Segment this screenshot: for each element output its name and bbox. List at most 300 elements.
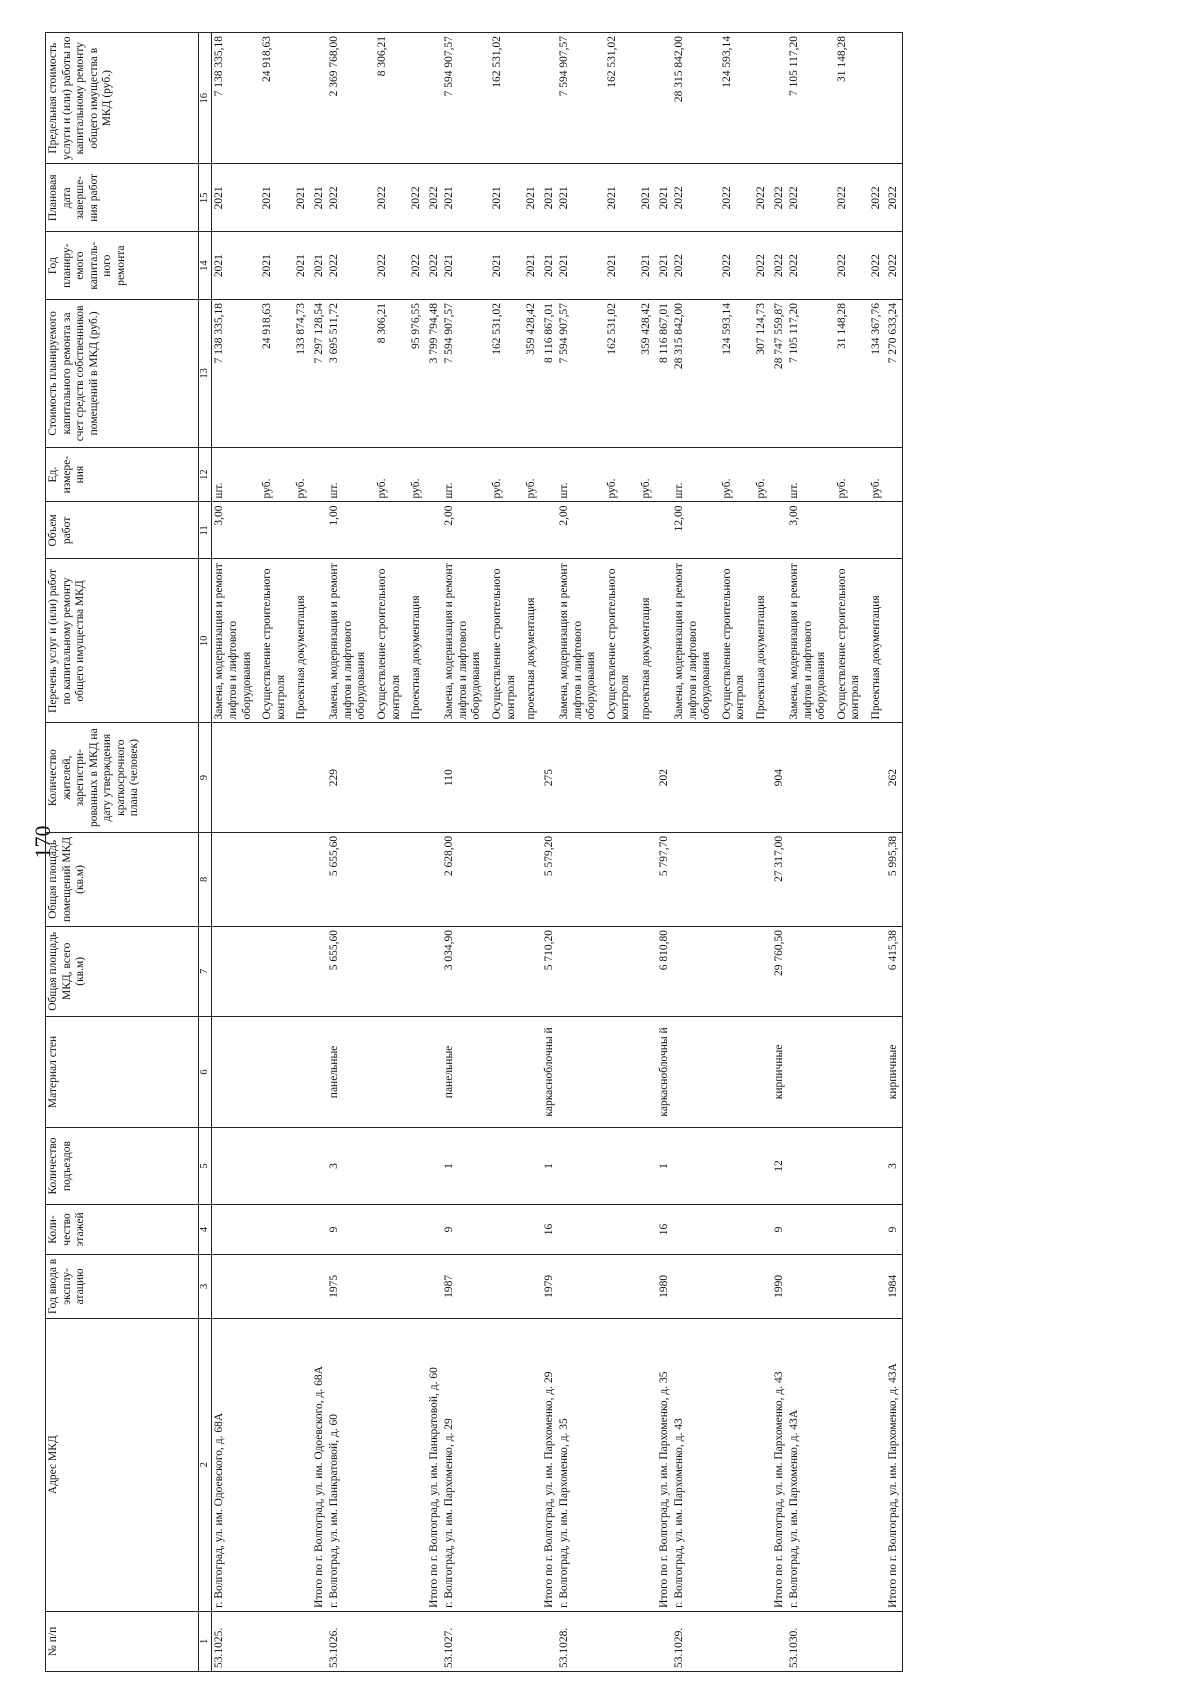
unit-cell — [655, 447, 673, 502]
total-area-cell — [289, 926, 310, 1016]
table-row — [255, 33, 289, 1672]
address-cell — [715, 1318, 749, 1611]
max-cost-cell — [749, 33, 770, 164]
commission-year-cell — [634, 1255, 655, 1318]
address-cell: г. Волгоград, ул. им. Панкратовой, д. 60 — [327, 1318, 370, 1611]
column-number: 16 — [199, 33, 212, 164]
address-cell: г. Волгоград, ул. им. Пархоменко, д. 43 — [672, 1318, 715, 1611]
owner-cost-cell: 24 918,63 — [255, 300, 289, 448]
address-cell: г. Волгоград, ул. им. Одоевского, д. 68А — [212, 1318, 255, 1611]
row-number-cell — [749, 1611, 770, 1671]
floors-cell — [557, 1204, 600, 1254]
max-cost-cell: 7 594 907,57 — [557, 33, 600, 164]
header-cell: Стоимость планируемого капитального ремонта за счет средств собственников помещений в МКД (руб.) — [46, 300, 199, 448]
max-cost-cell: 2 369 768,00 — [327, 33, 370, 164]
total-area-cell — [864, 926, 885, 1016]
entrances-cell — [370, 1128, 404, 1205]
table-row — [672, 33, 715, 1672]
residents-cell: 202 — [655, 723, 673, 832]
unit-cell: руб. — [255, 447, 289, 502]
floors-cell — [864, 1204, 885, 1254]
entrances-cell — [404, 1128, 425, 1205]
table-row — [864, 33, 885, 1672]
owner-cost-cell: 124 593,14 — [715, 300, 749, 448]
total-area-cell — [212, 926, 255, 1016]
premises-area-cell — [310, 832, 328, 926]
total-area-cell — [310, 926, 328, 1016]
owner-cost-cell: 3 695 511,72 — [327, 300, 370, 448]
wall-material-cell — [715, 1016, 749, 1128]
floors-cell — [749, 1204, 770, 1254]
address-cell: г. Волгоград, ул. им. Пархоменко, д. 35 — [557, 1318, 600, 1611]
completion-date-cell: 2021 — [289, 164, 310, 232]
address-cell — [370, 1318, 404, 1611]
wall-material-cell — [864, 1016, 885, 1128]
address-cell — [634, 1318, 655, 1611]
commission-year-cell — [672, 1255, 715, 1318]
commission-year-cell — [715, 1255, 749, 1318]
owner-cost-cell: 7 594 907,57 — [557, 300, 600, 448]
premises-area-cell — [830, 832, 864, 926]
repair-year-cell: 2021 — [212, 232, 255, 300]
owner-cost-cell: 162 531,02 — [600, 300, 634, 448]
total-area-cell — [600, 926, 634, 1016]
header-cell: Материал стен — [46, 1016, 199, 1128]
table-row — [600, 33, 634, 1672]
column-number: 14 — [199, 232, 212, 300]
address-cell: Итого по г. Волгоград, ул. им. Одоевского, д. 68А — [310, 1318, 328, 1611]
address-cell — [600, 1318, 634, 1611]
residents-cell — [289, 723, 310, 832]
completion-date-cell: 2022 — [425, 164, 443, 232]
total-area-cell — [519, 926, 540, 1016]
table-row — [557, 33, 600, 1672]
unit-cell: шт. — [327, 447, 370, 502]
column-number: 5 — [199, 1128, 212, 1205]
repair-year-cell: 2022 — [672, 232, 715, 300]
completion-date-cell: 2021 — [655, 164, 673, 232]
premises-area-cell — [519, 832, 540, 926]
work-volume-cell — [749, 502, 770, 559]
owner-cost-cell: 8 116 867,01 — [655, 300, 673, 448]
unit-cell — [884, 447, 902, 502]
total-row — [425, 33, 443, 1672]
address-cell: Итого по г. Волгоград, ул. им. Пархоменко, д. 43А — [884, 1318, 902, 1611]
unit-cell: шт. — [212, 447, 255, 502]
total-area-cell — [485, 926, 519, 1016]
table-row — [289, 33, 310, 1672]
work-volume-cell: 1,00 — [327, 502, 370, 559]
premises-area-cell — [370, 832, 404, 926]
commission-year-cell — [370, 1255, 404, 1318]
wall-material-cell — [672, 1016, 715, 1128]
work-volume-cell — [540, 502, 558, 559]
row-number-cell — [485, 1611, 519, 1671]
commission-year-cell — [519, 1255, 540, 1318]
premises-area-cell — [289, 832, 310, 926]
work-volume-cell — [715, 502, 749, 559]
row-number-cell — [519, 1611, 540, 1671]
entrances-cell: 1 — [655, 1128, 673, 1205]
residents-cell — [212, 723, 255, 832]
max-cost-cell: 28 315 842,00 — [672, 33, 715, 164]
entrances-cell — [787, 1128, 830, 1205]
completion-date-cell: 2022 — [770, 164, 788, 232]
repair-year-cell: 2022 — [327, 232, 370, 300]
premises-area-cell — [715, 832, 749, 926]
floors-cell — [425, 1204, 443, 1254]
unit-cell: руб. — [830, 447, 864, 502]
unit-cell: шт. — [787, 447, 830, 502]
repair-year-cell: 2021 — [442, 232, 485, 300]
max-cost-cell — [864, 33, 885, 164]
wall-material-cell — [289, 1016, 310, 1128]
owner-cost-cell: 7 594 907,57 — [442, 300, 485, 448]
owner-cost-cell: 133 874,73 — [289, 300, 310, 448]
floors-cell — [715, 1204, 749, 1254]
repair-year-cell: 2022 — [404, 232, 425, 300]
column-number: 10 — [199, 559, 212, 723]
repair-year-cell: 2022 — [425, 232, 443, 300]
owner-cost-cell: 7 297 128,54 — [310, 300, 328, 448]
commission-year-cell — [289, 1255, 310, 1318]
row-number-cell — [715, 1611, 749, 1671]
entrances-cell — [255, 1128, 289, 1205]
row-number-cell — [370, 1611, 404, 1671]
entrances-cell — [310, 1128, 328, 1205]
work-type-cell — [310, 559, 328, 723]
floors-cell — [672, 1204, 715, 1254]
residents-cell — [519, 723, 540, 832]
entrances-cell — [212, 1128, 255, 1205]
floors-cell — [634, 1204, 655, 1254]
wall-material-cell: кирпичные — [884, 1016, 902, 1128]
entrances-cell — [557, 1128, 600, 1205]
unit-cell: руб. — [370, 447, 404, 502]
table-row — [404, 33, 425, 1672]
residents-cell — [370, 723, 404, 832]
total-area-cell — [557, 926, 600, 1016]
residents-cell — [787, 723, 830, 832]
max-cost-cell: 124 593,14 — [715, 33, 749, 164]
total-row — [770, 33, 788, 1672]
wall-material-cell — [830, 1016, 864, 1128]
total-area-cell — [255, 926, 289, 1016]
premises-area-cell — [787, 832, 830, 926]
entrances-cell: 1 — [442, 1128, 485, 1205]
row-number-cell — [255, 1611, 289, 1671]
column-number: 7 — [199, 926, 212, 1016]
wall-material-cell — [485, 1016, 519, 1128]
entrances-cell — [715, 1128, 749, 1205]
completion-date-cell: 2021 — [519, 164, 540, 232]
entrances-cell — [485, 1128, 519, 1205]
floors-cell: 16 — [655, 1204, 673, 1254]
premises-area-cell: 5 579,20 — [540, 832, 558, 926]
total-area-cell: 3 034,90 — [442, 926, 485, 1016]
header-cell: Количество подъездов — [46, 1128, 199, 1205]
owner-cost-cell: 3 799 794,48 — [425, 300, 443, 448]
header-cell: Количество жителей, зарегистри-рованных в МКД на дату утверждения краткосрочного плана (человек) — [46, 723, 199, 832]
commission-year-cell — [310, 1255, 328, 1318]
residents-cell — [830, 723, 864, 832]
entrances-cell — [289, 1128, 310, 1205]
total-area-cell: 5 655,60 — [327, 926, 370, 1016]
unit-cell: шт. — [557, 447, 600, 502]
header-cell: Объем работ — [46, 502, 199, 559]
repair-year-cell: 2022 — [715, 232, 749, 300]
unit-cell: руб. — [404, 447, 425, 502]
unit-cell: руб. — [864, 447, 885, 502]
unit-cell — [310, 447, 328, 502]
work-volume-cell — [634, 502, 655, 559]
premises-area-cell: 5 995,38 — [884, 832, 902, 926]
address-cell — [864, 1318, 885, 1611]
premises-area-cell: 27 317,00 — [770, 832, 788, 926]
wall-material-cell: панельные — [442, 1016, 485, 1128]
row-number-cell: 53.1025. — [212, 1611, 255, 1671]
work-volume-cell — [425, 502, 443, 559]
work-type-cell — [884, 559, 902, 723]
work-type-cell: Проектная документация — [749, 559, 770, 723]
owner-cost-cell: 359 428,42 — [634, 300, 655, 448]
work-type-cell: Осуществление строительного контроля — [255, 559, 289, 723]
completion-date-cell: 2021 — [485, 164, 519, 232]
header-cell: Коли-чество этажей — [46, 1204, 199, 1254]
floors-cell — [404, 1204, 425, 1254]
table-row — [327, 33, 370, 1672]
entrances-cell — [425, 1128, 443, 1205]
wall-material-cell: панельные — [327, 1016, 370, 1128]
entrances-cell — [864, 1128, 885, 1205]
address-cell — [289, 1318, 310, 1611]
completion-date-cell: 2022 — [830, 164, 864, 232]
residents-cell — [485, 723, 519, 832]
address-cell — [830, 1318, 864, 1611]
floors-cell — [212, 1204, 255, 1254]
row-number-cell — [655, 1611, 673, 1671]
total-area-cell — [672, 926, 715, 1016]
total-area-cell — [634, 926, 655, 1016]
premises-area-cell — [404, 832, 425, 926]
address-cell: г. Волгоград, ул. им. Пархоменко, д. 43А — [787, 1318, 830, 1611]
column-number: 12 — [199, 447, 212, 502]
table-row — [519, 33, 540, 1672]
unit-cell: руб. — [749, 447, 770, 502]
owner-cost-cell: 359 428,42 — [519, 300, 540, 448]
wall-material-cell — [519, 1016, 540, 1128]
residents-cell: 275 — [540, 723, 558, 832]
work-type-cell: Осуществление строительного контроля — [370, 559, 404, 723]
entrances-cell: 3 — [327, 1128, 370, 1205]
address-cell — [519, 1318, 540, 1611]
row-number-cell — [634, 1611, 655, 1671]
row-number-cell: 53.1028. — [557, 1611, 600, 1671]
completion-date-cell: 2021 — [212, 164, 255, 232]
commission-year-cell — [485, 1255, 519, 1318]
floors-cell — [830, 1204, 864, 1254]
premises-area-cell: 5 655,60 — [327, 832, 370, 926]
total-row — [310, 33, 328, 1672]
repair-year-cell: 2021 — [557, 232, 600, 300]
work-type-cell: Замена, модернизация и ремонт лифтов и лифтового оборудования — [672, 559, 715, 723]
row-number-cell — [425, 1611, 443, 1671]
work-type-cell — [425, 559, 443, 723]
total-area-cell — [749, 926, 770, 1016]
header-cell: Плановая дата заверше-ния работ — [46, 164, 199, 232]
max-cost-cell: 7 138 335,18 — [212, 33, 255, 164]
completion-date-cell: 2022 — [715, 164, 749, 232]
total-area-cell: 6 415,38 — [884, 926, 902, 1016]
wall-material-cell: каркаснoблочны й — [540, 1016, 558, 1128]
wall-material-cell: кирпичные — [770, 1016, 788, 1128]
unit-cell: руб. — [600, 447, 634, 502]
premises-area-cell — [749, 832, 770, 926]
residents-cell — [634, 723, 655, 832]
work-volume-cell — [310, 502, 328, 559]
completion-date-cell: 2021 — [600, 164, 634, 232]
premises-area-cell — [212, 832, 255, 926]
work-type-cell: Замена, модернизация и ремонт лифтов и лифтового оборудования — [327, 559, 370, 723]
address-cell: г. Волгоград, ул. им. Пархоменко, д. 29 — [442, 1318, 485, 1611]
total-area-cell — [830, 926, 864, 1016]
premises-area-cell — [864, 832, 885, 926]
completion-date-cell: 2021 — [255, 164, 289, 232]
total-area-cell — [425, 926, 443, 1016]
max-cost-cell — [634, 33, 655, 164]
work-type-cell — [655, 559, 673, 723]
commission-year-cell: 1984 — [884, 1255, 902, 1318]
residents-cell — [255, 723, 289, 832]
floors-cell — [370, 1204, 404, 1254]
wall-material-cell — [212, 1016, 255, 1128]
unit-cell: шт. — [442, 447, 485, 502]
work-type-cell: Осуществление строительного контроля — [830, 559, 864, 723]
repair-plan-table — [45, 32, 903, 1672]
total-area-cell: 5 710,20 — [540, 926, 558, 1016]
work-type-cell: проектная документация — [634, 559, 655, 723]
max-cost-cell — [540, 33, 558, 164]
column-number: 4 — [199, 1204, 212, 1254]
wall-material-cell: каркаснoблочны й — [655, 1016, 673, 1128]
total-area-cell — [404, 926, 425, 1016]
total-area-cell: 6 810,80 — [655, 926, 673, 1016]
work-volume-cell: 2,00 — [557, 502, 600, 559]
entrances-cell — [519, 1128, 540, 1205]
completion-date-cell: 2021 — [310, 164, 328, 232]
work-type-cell: Замена, модернизация и ремонт лифтов и лифтового оборудования — [212, 559, 255, 723]
work-volume-cell — [830, 502, 864, 559]
completion-date-cell: 2021 — [634, 164, 655, 232]
column-number: 9 — [199, 723, 212, 832]
table-body — [212, 33, 903, 1672]
work-type-cell — [540, 559, 558, 723]
owner-cost-cell: 95 976,55 — [404, 300, 425, 448]
row-number-cell: 53.1027. — [442, 1611, 485, 1671]
max-cost-cell: 162 531,02 — [600, 33, 634, 164]
work-volume-cell — [404, 502, 425, 559]
floors-cell — [485, 1204, 519, 1254]
owner-cost-cell: 28 315 842,00 — [672, 300, 715, 448]
table-header-row — [46, 33, 199, 1672]
repair-year-cell: 2022 — [884, 232, 902, 300]
work-volume-cell: 3,00 — [212, 502, 255, 559]
entrances-cell: 12 — [770, 1128, 788, 1205]
total-row — [655, 33, 673, 1672]
entrances-cell: 3 — [884, 1128, 902, 1205]
floors-cell — [310, 1204, 328, 1254]
column-number-row — [199, 33, 212, 1672]
work-volume-cell: 2,00 — [442, 502, 485, 559]
column-number: 8 — [199, 832, 212, 926]
table-row — [830, 33, 864, 1672]
commission-year-cell — [864, 1255, 885, 1318]
floors-cell: 9 — [327, 1204, 370, 1254]
wall-material-cell — [370, 1016, 404, 1128]
residents-cell — [557, 723, 600, 832]
table-row — [442, 33, 485, 1672]
residents-cell: 229 — [327, 723, 370, 832]
residents-cell — [600, 723, 634, 832]
max-cost-cell — [655, 33, 673, 164]
premises-area-cell — [600, 832, 634, 926]
header-cell: № п/п — [46, 1611, 199, 1671]
premises-area-cell — [485, 832, 519, 926]
max-cost-cell — [404, 33, 425, 164]
completion-date-cell: 2022 — [327, 164, 370, 232]
row-number-cell — [289, 1611, 310, 1671]
residents-cell — [404, 723, 425, 832]
total-area-cell: 29 760,50 — [770, 926, 788, 1016]
repair-year-cell: 2021 — [519, 232, 540, 300]
premises-area-cell — [672, 832, 715, 926]
completion-date-cell: 2021 — [540, 164, 558, 232]
work-volume-cell — [864, 502, 885, 559]
row-number-cell — [540, 1611, 558, 1671]
address-cell: Итого по г. Волгоград, ул. им. Пархоменко, д. 35 — [655, 1318, 673, 1611]
owner-cost-cell: 7 270 633,24 — [884, 300, 902, 448]
unit-cell: руб. — [715, 447, 749, 502]
owner-cost-cell: 307 124,73 — [749, 300, 770, 448]
premises-area-cell — [425, 832, 443, 926]
entrances-cell — [672, 1128, 715, 1205]
floors-cell: 16 — [540, 1204, 558, 1254]
floors-cell — [255, 1204, 289, 1254]
unit-cell: руб. — [485, 447, 519, 502]
premises-area-cell: 2 628,00 — [442, 832, 485, 926]
repair-year-cell: 2021 — [485, 232, 519, 300]
completion-date-cell: 2021 — [557, 164, 600, 232]
row-number-cell: 53.1030. — [787, 1611, 830, 1671]
entrances-cell: 1 — [540, 1128, 558, 1205]
premises-area-cell — [255, 832, 289, 926]
row-number-cell — [884, 1611, 902, 1671]
commission-year-cell: 1979 — [540, 1255, 558, 1318]
residents-cell — [715, 723, 749, 832]
work-type-cell: Проектная документация — [864, 559, 885, 723]
max-cost-cell: 7 105 117,20 — [787, 33, 830, 164]
floors-cell — [600, 1204, 634, 1254]
commission-year-cell — [557, 1255, 600, 1318]
work-type-cell: Осуществление строительного контроля — [485, 559, 519, 723]
unit-cell: руб. — [634, 447, 655, 502]
wall-material-cell — [787, 1016, 830, 1128]
repair-year-cell: 2021 — [634, 232, 655, 300]
floors-cell — [519, 1204, 540, 1254]
commission-year-cell — [787, 1255, 830, 1318]
completion-date-cell: 2022 — [370, 164, 404, 232]
work-type-cell: Замена, модернизация и ремонт лифтов и лифтового оборудования — [557, 559, 600, 723]
